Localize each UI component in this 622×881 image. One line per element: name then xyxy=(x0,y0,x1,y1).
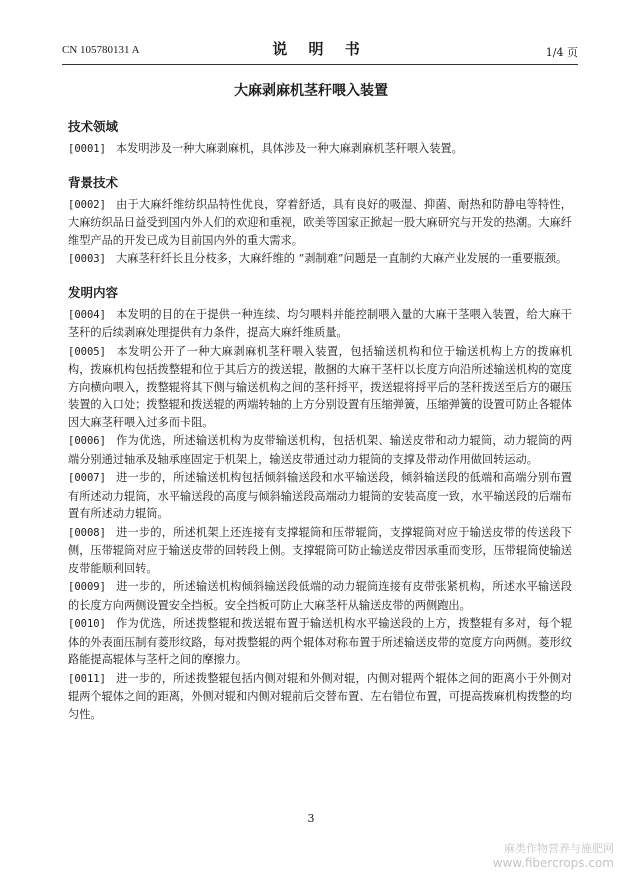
paragraph xyxy=(68,306,572,342)
document-title: 大麻剥麻机茎秆喂入装置 xyxy=(234,83,388,99)
paragraph-number: [0009] xyxy=(68,581,106,593)
paragraph xyxy=(68,343,572,432)
paragraph xyxy=(68,670,572,724)
paragraph-number: [0005] xyxy=(68,345,106,358)
page-header xyxy=(62,38,578,64)
page-count: 1/4 页 xyxy=(545,46,578,59)
paragraph-text: 进一步的，所述输送机构倾斜输送段低端的动力辊筒连接有皮带张紧机构，所述水平输送段的长度方向两侧设置安全挡板。安全挡板可防止大麻茎杆从输送皮带的两侧跑出。 xyxy=(68,580,572,612)
paragraph xyxy=(68,615,572,669)
paragraph xyxy=(68,578,572,614)
paragraph-number: [0008] xyxy=(68,526,106,539)
document-body xyxy=(68,118,572,738)
section-heading: 发明内容 xyxy=(68,284,119,300)
paragraph-text: 作为优选，所述输送机构为皮带输送机构，包括机架、输送皮带和动力辊筒，动力辊筒的两端分别通过轴承及轴承座固定于机架上，输送皮带通过动力辊筒的支撑及带动作用做回转运动。 xyxy=(68,434,572,466)
watermark-url: www.fibercrops.com xyxy=(492,856,614,870)
section-heading: 技术领域 xyxy=(68,119,119,134)
paragraph-number: [0011] xyxy=(68,672,106,685)
page-number: 3 xyxy=(307,812,315,825)
paragraph-text: 本发明的目的在于提供一种连续、均匀喂料并能控制喂入量的大麻干茎喂入装置，给大麻干茎秆的后续剥麻处理提供有力条件，提高大麻纤维质量。 xyxy=(68,307,572,339)
paragraph-number: [0003] xyxy=(68,253,106,265)
paragraph xyxy=(68,140,572,159)
section xyxy=(68,118,572,159)
watermark xyxy=(493,842,614,870)
paragraph-text: 由于大麻纤维纺织品特性优良，穿着舒适，具有良好的吸湿、抑菌、耐热和防静电等特性，大麻纺织品日益受到国内外人们的欢迎和重视，欧美等国家正掀起一股大麻研究与开发的热潮。大麻纤维型产品的开发已成为目前国内外的重大需求。 xyxy=(68,197,572,247)
paragraph-text: 作为优选，所述拨整辊和拨送辊布置于输送机构水平输送段的上方，拨整辊有多对，每个辊体的外表面压制有菱形纹路，每对拨整辊的两个辊体对称布置于所述输送皮带的宽度方向两侧。菱形纹路能提高辊体与茎杆之间的摩擦力。 xyxy=(68,617,572,666)
paragraph xyxy=(68,469,572,523)
watermark-name: 麻类作物营养与施肥网 xyxy=(504,842,614,855)
paragraph-text: 大麻茎秆纤长且分枝多，大麻纤维的 “剥制难”问题是一直制约大麻产业发展的一重要瓶颈。 xyxy=(115,252,568,265)
paragraph-text: 进一步的，所述机架上还连接有支撑辊筒和压带辊筒，支撑辊筒对应于输送皮带的传送段下侧，压带辊筒对应于输送皮带的回转段上侧。支撑辊筒可防止输送皮带因承重而变形，压带辊筒使输送皮带能顺利回转。 xyxy=(68,525,572,575)
paragraph-text: 本发明涉及一种大麻剥麻机，具体涉及一种大麻剥麻机茎秆喂入装置。 xyxy=(115,142,463,155)
paragraph-text: 本发明公开了一种大麻剥麻机茎秆喂入装置，包括输送机构和位于输送机构上方的拨麻机构，拨麻机构包括拨整辊和位于其后方的拨送辊，散捆的大麻干茎杆以长度方向沿所述输送机构的宽度方向横向喂入，拨整辊将其下侧与输送机构之间的茎秆捋平，拨送辊将捋平后的茎秆拨送至后方的碾压装置的入口处；拨整辊和拨送辊的两端转轴的上方分别设置有压缩弹簧，压缩弹簧的设置可防止各辊体因大麻茎秆喂入过多而卡阻。 xyxy=(68,344,572,429)
header-rule xyxy=(62,64,578,65)
paragraph xyxy=(68,432,572,468)
paragraph-number: [0010] xyxy=(68,618,106,630)
paragraph xyxy=(68,250,572,269)
paragraph-number: [0006] xyxy=(68,435,106,447)
paragraph-number: [0004] xyxy=(68,308,106,321)
publication-number: CN 105780131 A xyxy=(62,44,140,56)
section xyxy=(68,174,572,269)
document-type: 说 明 书 xyxy=(272,40,368,58)
paragraph-text: 进一步的，所述输送机构包括倾斜输送段和水平输送段，倾斜输送段的低端和高端分别布置有所述动力辊筒，水平输送段的高度与倾斜输送段高端动力辊筒的安装高度一致，水平输送段的后端布置有所述动力辊筒。 xyxy=(68,471,572,520)
paragraph-number: [0001] xyxy=(68,143,106,155)
section-heading: 背景技术 xyxy=(68,174,119,190)
paragraph xyxy=(68,196,572,250)
paragraph-number: [0007] xyxy=(68,472,106,484)
paragraph-text: 进一步的，所述拨整辊包括内侧对辊和外侧对辊，内侧对辊两个辊体之间的距离小于外侧对辊两个辊体之间的距离，外侧对辊和内侧对辊前后交替布置、左右错位布置，可提高拨麻机构拨整的均匀性。 xyxy=(68,671,572,721)
section xyxy=(68,284,572,724)
paragraph-number: [0002] xyxy=(68,198,106,211)
paragraph xyxy=(68,524,572,578)
